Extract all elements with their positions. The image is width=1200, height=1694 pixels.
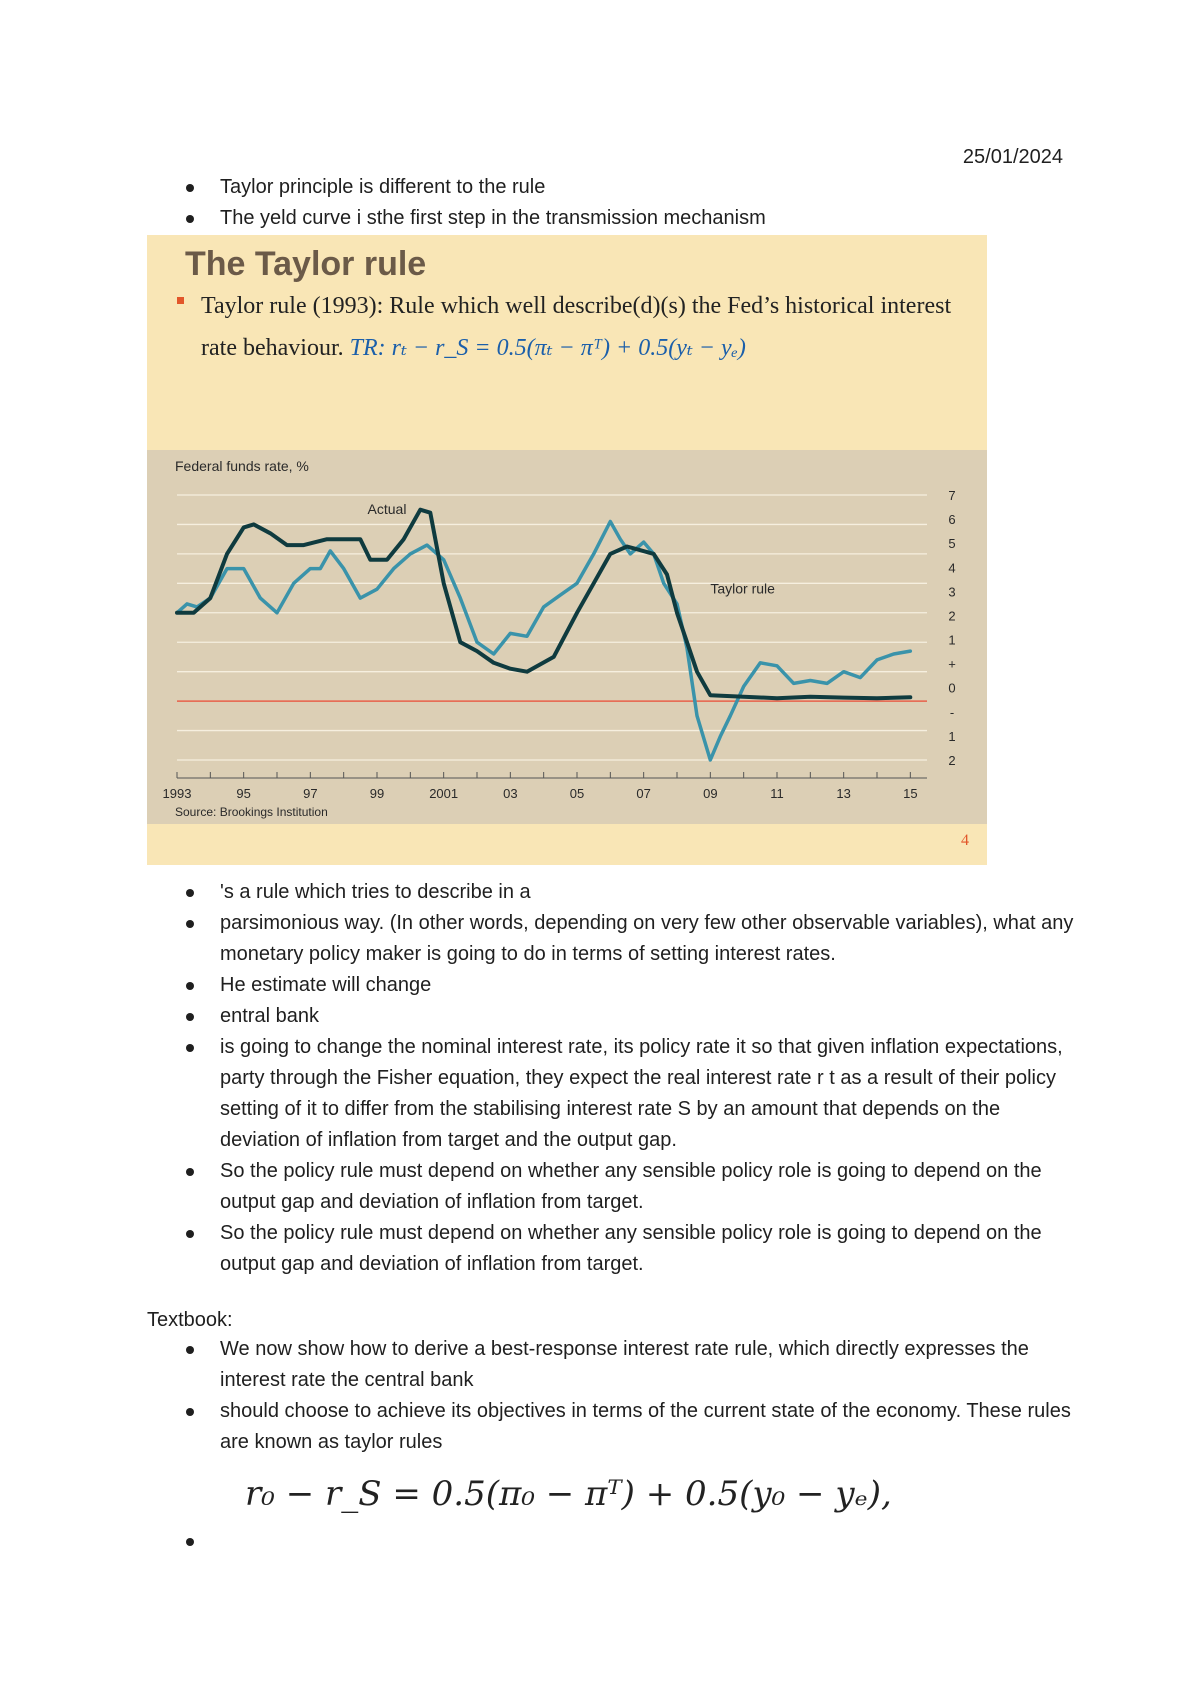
y-tick-label: 1 [948, 728, 956, 744]
x-tick-label: 2001 [429, 786, 459, 801]
y-tick-label: - [949, 704, 955, 720]
annotation-actual: Actual [367, 501, 407, 518]
y-tick-label: 7 [948, 488, 956, 503]
list-item: He estimate will change [178, 970, 1078, 1001]
x-tick-label: 97 [303, 786, 318, 801]
x-tick-label: 15 [903, 786, 918, 801]
x-tick-label: 95 [236, 786, 251, 801]
empty-bullet [186, 1538, 194, 1546]
y-tick-label: 4 [948, 560, 956, 576]
list-item: entral bank [178, 1001, 1078, 1032]
x-tick-label: 13 [836, 786, 851, 801]
series-line-taylor-rule [177, 522, 910, 761]
textbook-bullet-list [178, 1334, 1078, 1458]
x-tick-label: 11 [770, 786, 784, 801]
x-tick-label: 03 [503, 786, 518, 801]
x-tick-label: 05 [569, 786, 585, 801]
list-item: The yeld curve i sthe first step in the transmission mechanism [178, 203, 1078, 234]
textbook-formula: r₀ − r_S = 0.5(π₀ − πᵀ) + 0.5(y₀ − yₑ), [245, 1474, 892, 1514]
chart-panel [147, 450, 987, 824]
y-tick-label: 1 [948, 632, 956, 648]
y-tick-label: 0 [948, 680, 956, 696]
federal-funds-rate-chart [147, 450, 987, 824]
middle-bullet-list [178, 877, 1078, 1280]
slide-bullet-marker [177, 297, 184, 304]
taylor-rule-slide [147, 235, 987, 865]
y-tick-label: 5 [948, 536, 956, 552]
x-tick-label: 09 [703, 786, 718, 801]
list-item: is going to change the nominal interest rate, its policy rate it so that given inflation expectations, party through the Fisher equation, they expect the real interest rate r t as a result of their policy setting of it to differ from the stabilising interest rate S by an amount that depends on the deviation of inflation from target and the output gap. [178, 1032, 1078, 1156]
x-tick-label: 99 [369, 786, 385, 801]
y-tick-label: 6 [948, 512, 956, 528]
y-tick-label: + [948, 656, 956, 672]
list-item: So the policy rule must depend on whether any sensible policy role is going to depend on the output gap and deviation of inflation from target. [178, 1156, 1078, 1218]
x-tick-label: 07 [636, 786, 651, 801]
list-item: 's a rule which tries to describe in a [178, 877, 1078, 908]
list-item: should choose to achieve its objectives in terms of the current state of the economy. These rules are known as taylor rules [178, 1396, 1078, 1458]
top-bullet-list [178, 172, 1078, 234]
slide-bullet-description: Taylor rule (1993): Rule which well describe(d)(s) the Fed’s historical interest rate behaviour. [201, 293, 952, 361]
slide-formula: TR: rₜ − r_S = 0.5(πₜ − πᵀ) + 0.5(yₜ − yₑ) [349, 335, 746, 361]
y-tick-label: 3 [948, 584, 956, 600]
slide-bullet-text [201, 285, 981, 369]
series-line-actual [177, 510, 910, 699]
list-item: Taylor principle is different to the rule [178, 172, 1078, 203]
document-date: 25/01/2024 [962, 146, 1063, 168]
y-tick-label: 2 [948, 608, 956, 624]
chart-title: Federal funds rate, % [175, 458, 309, 474]
chart-source: Source: Brookings Institution [175, 805, 328, 819]
textbook-label: Textbook: [147, 1309, 233, 1331]
annotation-taylor-rule: Taylor rule [710, 580, 775, 597]
slide-page-number: 4 [961, 832, 969, 849]
x-tick-label: 1993 [162, 786, 192, 801]
list-item: We now show how to derive a best-response interest rate rule, which directly expresses the interest rate the central bank [178, 1334, 1078, 1396]
list-item: So the policy rule must depend on whether any sensible policy role is going to depend on the output gap and deviation of inflation from target. [178, 1218, 1078, 1280]
list-item: parsimonious way. (In other words, depending on very few other observable variables), what any monetary policy maker is going to do in terms of setting interest rates. [178, 908, 1078, 970]
y-tick-label: 2 [948, 753, 956, 768]
slide-title: The Taylor rule [185, 245, 427, 283]
